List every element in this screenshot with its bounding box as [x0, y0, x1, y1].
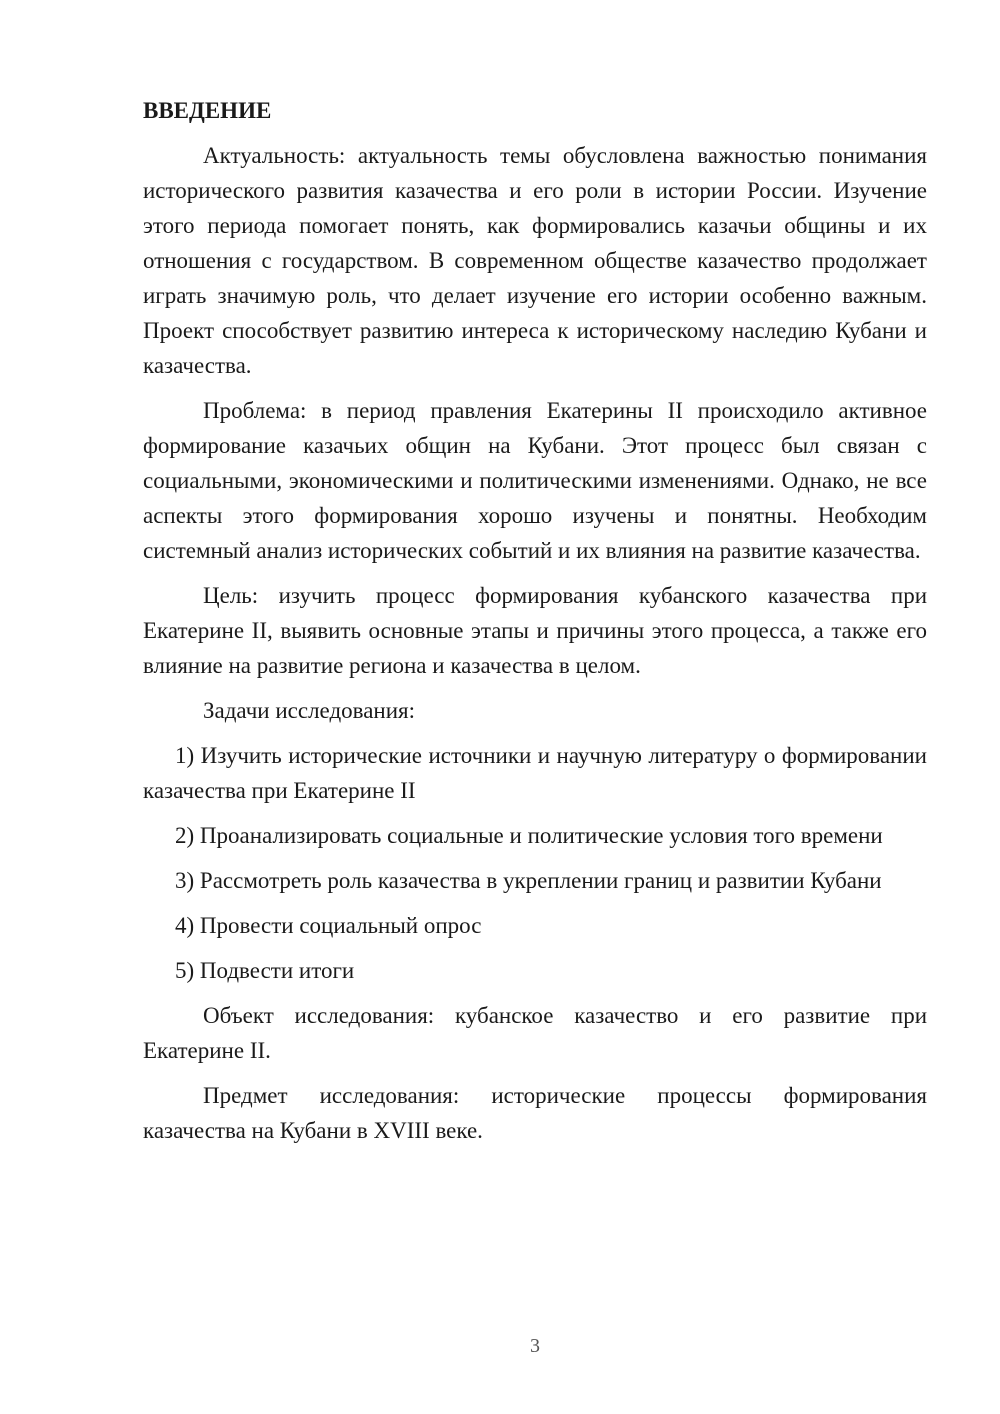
- task-item-4: 4) Провести социальный опрос: [175, 913, 482, 938]
- paragraph-object: Объект исследования: кубанское казачество и его развитие при Екатерине II.: [143, 1003, 927, 1063]
- task-item-1: 1) Изучить исторические источники и научную литературу о формировании казачества при Екатерине II: [143, 743, 927, 803]
- paragraph-relevance: Актуальность: актуальность темы обусловлена важностью понимания исторического развития казачества и его роли в истории России. Изучение этого периода помогает понять, как формировались казачьи общины и их отношения с государством. В современном обществе казачество продолжает играть значимую роль, что делает изучение его истории особенно важным. Проект способствует развитию интереса к историческому наследию Кубани и казачества.: [143, 143, 927, 378]
- document-body: [143, 93, 927, 1158]
- task-item-2: 2) Проанализировать социальные и политические условия того времени: [175, 823, 883, 848]
- paragraph-goal: Цель: изучить процесс формирования кубанского казачества при Екатерине II, выявить основные этапы и причины этого процесса, а также его влияние на развитие региона и казачества в целом.: [143, 583, 927, 678]
- tasks-heading: Задачи исследования:: [203, 698, 416, 723]
- task-item-5: 5) Подвести итоги: [175, 958, 355, 983]
- paragraph-subject: Предмет исследования: исторические процессы формирования казачества на Кубани в XVIII веке.: [143, 1083, 927, 1143]
- page-number: 3: [530, 1335, 540, 1357]
- task-item-3: 3) Рассмотреть роль казачества в укреплении границ и развитии Кубани: [175, 868, 882, 893]
- paragraph-problem: Проблема: в период правления Екатерины II происходило активное формирование казачьих общин на Кубани. Этот процесс был связан с социальными, экономическими и политическими изменениями. Однако, не все аспекты этого формирования хорошо изучены и понятны. Необходим системный анализ исторических событий и их влияния на развитие казачества.: [143, 398, 927, 563]
- document-title: ВВЕДЕНИЕ: [143, 98, 272, 123]
